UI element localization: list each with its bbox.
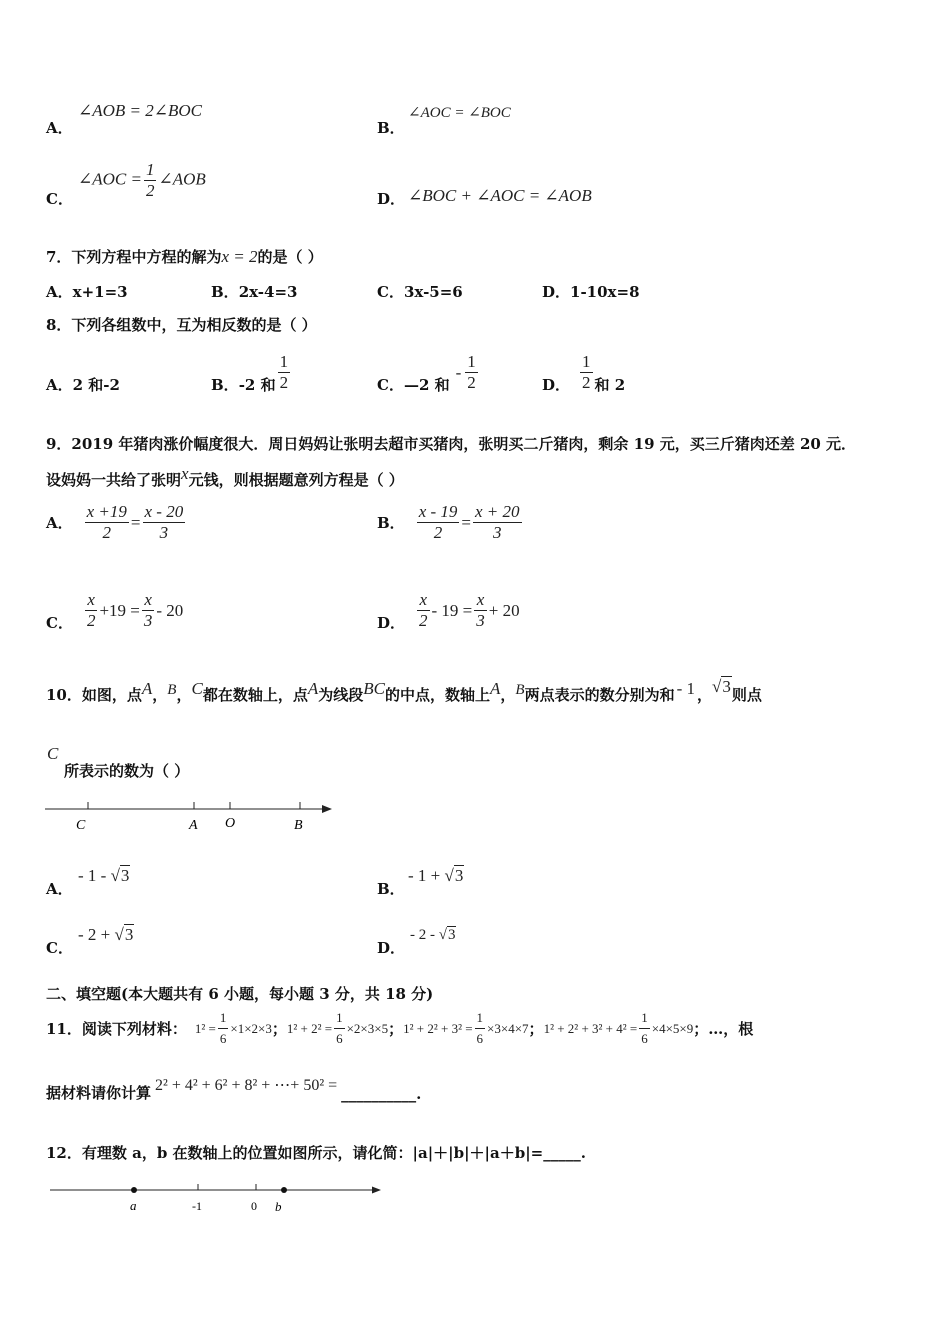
- q9-c-d1: 2: [86, 611, 96, 630]
- q9-d-frac2: [474, 590, 487, 631]
- q10-option-a-expr: [78, 866, 130, 886]
- q10-p6: 则点: [731, 686, 762, 704]
- q10-option-c-expr: [78, 925, 134, 945]
- q8-stem: 8．下列各组数中，互为相反数的是（ ）: [46, 316, 317, 334]
- q10-axis-label-b: B: [294, 818, 303, 833]
- q11-e1-lhs: 1² =: [194, 1020, 216, 1036]
- q9-d-n2: x: [474, 590, 487, 611]
- q8-option-d: [542, 350, 625, 395]
- q8-c-fraction: [465, 352, 478, 393]
- q10-axis-label-o: O: [225, 816, 236, 831]
- q11-e1-num: 1: [218, 1008, 229, 1029]
- q9-c-frac1: [85, 590, 98, 631]
- q10-option-a-label: A．: [46, 880, 73, 898]
- q10-d-pre: - 2 -: [410, 927, 435, 943]
- q6-option-a-label: A．: [46, 119, 73, 137]
- q7-option-b: [211, 281, 297, 302]
- q9-d-d1: 2: [419, 611, 428, 630]
- q7-stem: [46, 246, 323, 267]
- q8-option-c: [377, 350, 480, 395]
- q9-b-d1: 2: [433, 523, 443, 542]
- q10-p5: 两点表示的数分别为和: [524, 686, 675, 704]
- q9-stem-line1: 9．2019 年猪肉涨价幅度很大．周日妈妈让张明去超市买猪肉，张明买二斤猪肉，剩余 19 元，买三斤猪肉还差 20 元．: [46, 435, 857, 453]
- q9-stem-line2: [46, 464, 404, 490]
- q8-option-a: [46, 374, 120, 395]
- q12-axis-label-0: 0: [251, 1199, 257, 1213]
- q11-line2: [46, 1077, 422, 1103]
- q10-b-sqrt: √3: [444, 866, 464, 885]
- q9-a-n2: x - 20: [144, 502, 184, 521]
- q10-stem-line2: 所表示的数为（ ）: [64, 762, 190, 780]
- q10-comma-1: ，: [152, 686, 168, 704]
- q9-b-d2: 3: [493, 523, 502, 542]
- q10-point-a-3: A: [489, 679, 501, 698]
- q9-line2-post: 元钱，则根据题意列方程是（ ）: [188, 471, 404, 489]
- q8-d-fraction: [580, 352, 593, 393]
- q9-c-d2: 3: [143, 611, 153, 630]
- q10-point-b: B: [167, 682, 177, 698]
- q12-axis-label-a: a: [130, 1198, 137, 1213]
- q11-e2-frac: [334, 1008, 345, 1049]
- q10-point-b-2: B: [515, 682, 525, 698]
- q9-a-label: A．: [46, 514, 73, 532]
- q12-point-a: [131, 1187, 137, 1193]
- q9-line2-var: x: [181, 464, 189, 483]
- q8-c-label: C．: [377, 376, 404, 394]
- q6-option-d-label: D．: [377, 190, 406, 208]
- q7-a-text: x+1=3: [72, 283, 128, 301]
- q10-option-b-label: B．: [377, 880, 405, 898]
- q8-a-text: 2 和-2: [72, 376, 120, 394]
- q6-c-num: 1: [145, 160, 155, 179]
- q11-e1-rhs: ×1×2×3: [230, 1020, 272, 1036]
- q9-b-label: B．: [377, 514, 405, 532]
- q10-c-rad: 3: [124, 925, 134, 944]
- q9-b-n2: x + 20: [475, 502, 520, 521]
- q9-line2-pre: 设妈妈一共给了张明: [46, 471, 182, 489]
- q9-a-frac2: [143, 502, 186, 543]
- q10-b-pre: - 1 +: [408, 866, 441, 885]
- q7-c-label: C．: [377, 283, 404, 301]
- q10-point-c: C: [191, 679, 203, 698]
- q10-point-a-2: A: [307, 679, 319, 698]
- q10-a-rad: 3: [120, 866, 130, 885]
- q11-e2-den: 6: [336, 1031, 343, 1046]
- q11-e3-rhs: ×3×4×7: [487, 1020, 529, 1036]
- q8-c-pre: —2 和: [403, 376, 450, 394]
- q7-option-c: [377, 281, 463, 302]
- q9-d-n1: x: [417, 590, 430, 611]
- q10-option-b-expr: [408, 866, 464, 886]
- q6-option-a-expr: ∠AOB = 2∠BOC: [78, 101, 203, 120]
- q11-sep-3: ；: [528, 1020, 544, 1038]
- q10-d-rad: 3: [447, 927, 456, 943]
- q8-b-den: 2: [279, 373, 289, 392]
- q12-number-line: [44, 1180, 389, 1216]
- q11-answer-blank[interactable]: __________.: [341, 1085, 422, 1103]
- q10-c-sqrt: √3: [114, 925, 134, 944]
- q9-option-b: [377, 502, 524, 543]
- q11-e1-frac: [218, 1008, 229, 1049]
- q9-c-tail: - 20: [156, 600, 184, 620]
- q10-comma-2: ，: [176, 686, 192, 704]
- q8-b-pre: -2 和: [238, 376, 276, 394]
- q10-p1: 10．如图，点: [46, 686, 142, 704]
- q8-a-label: A．: [46, 376, 73, 394]
- q8-option-b: [211, 350, 292, 395]
- q11-line2-pre: 据材料请你计算: [46, 1084, 152, 1102]
- q9-a-frac1: [85, 502, 129, 543]
- q11-tail: ；…，根: [693, 1020, 754, 1038]
- q9-b-frac2: [473, 502, 522, 543]
- q11-e4-frac: [639, 1008, 650, 1049]
- q9-d-d2: 3: [476, 611, 485, 630]
- q6-option-c-expr: [78, 160, 206, 201]
- q10-p4: 的中点，数轴上: [384, 686, 490, 704]
- q8-c-den: 2: [467, 373, 476, 392]
- q7-stem-post: 的是（ ）: [257, 248, 323, 266]
- q10-point-a: A: [141, 679, 153, 698]
- q8-b-label: B．: [211, 376, 239, 394]
- q9-a-d2: 3: [159, 523, 169, 542]
- q10-axis-arrow-icon: [322, 805, 332, 813]
- q12-axis-label-b: b: [275, 1199, 282, 1214]
- q11-e4-den: 6: [641, 1031, 648, 1046]
- q10-c-pre: - 2 +: [78, 925, 111, 944]
- q10-line2-c: C: [47, 744, 59, 763]
- q7-c-text: 3x-5=6: [403, 283, 463, 301]
- q11-e3-frac: [475, 1008, 486, 1049]
- q9-a-eq: =: [130, 512, 141, 532]
- q10-a-sqrt: √3: [110, 866, 130, 885]
- q7-d-label: D．: [542, 283, 571, 301]
- q8-d-den: 2: [582, 373, 591, 392]
- q6-c-den: 2: [145, 181, 155, 200]
- q10-a-pre: - 1 -: [78, 866, 107, 885]
- q10-b-rad: 3: [454, 866, 464, 885]
- q6-c-rhs: ∠AOB: [158, 169, 206, 189]
- q7-stem-pre: 7．下列方程中方程的解为: [46, 248, 222, 266]
- q8-c-sign: -: [455, 362, 462, 382]
- q10-option-c-label: C．: [46, 939, 73, 957]
- q12-stem: 12．有理数 a，b 在数轴上的位置如图所示，请化简：|a|＋|b|＋|a＋b|=_____.: [46, 1144, 586, 1162]
- q9-a-d1: 2: [102, 523, 112, 542]
- q10-option-d-expr: [410, 927, 456, 944]
- q11-e2-lhs: 1² + 2² =: [286, 1020, 333, 1036]
- q6-option-c-label: C．: [46, 190, 73, 208]
- q10-number-line: [40, 796, 340, 836]
- q8-d-label: D．: [542, 376, 571, 394]
- q9-d-label: D．: [377, 614, 406, 632]
- q9-a-n1: x +19: [86, 502, 127, 521]
- q9-d-mid: - 19 =: [431, 600, 473, 620]
- q10-sqrt3: √3: [712, 677, 731, 696]
- q7-option-a: [46, 281, 128, 302]
- q9-b-frac1: [417, 502, 460, 543]
- q8-c-num: 1: [467, 352, 476, 371]
- q6-c-fraction: [144, 160, 157, 201]
- q11-e1-den: 6: [219, 1031, 227, 1046]
- q6-c-lhs: ∠AOC =: [78, 169, 142, 189]
- q8-b-fraction: [278, 352, 291, 393]
- q9-option-c: [46, 588, 183, 633]
- q9-option-d: [377, 588, 520, 633]
- q7-b-text: 2x-4=3: [238, 283, 298, 301]
- q10-comma-4: ，: [697, 686, 713, 704]
- q9-c-n1: x: [85, 590, 98, 611]
- q12-axis-label-neg1: -1: [192, 1199, 202, 1213]
- q9-d-frac1: [417, 590, 430, 631]
- q10-neg1: - 1: [676, 679, 695, 698]
- q11-e4-rhs: ×4×5×9: [651, 1020, 694, 1036]
- q10-p2: 都在数轴上，点: [202, 686, 308, 704]
- q11-line1: [46, 1008, 753, 1049]
- q9-d-tail: + 20: [488, 600, 520, 620]
- q10-axis-label-a: A: [189, 818, 198, 833]
- q9-c-label: C．: [46, 614, 73, 632]
- q9-c-n2: x: [142, 590, 155, 611]
- q12-axis-arrow-icon: [372, 1187, 381, 1194]
- q10-axis-label-c: C: [76, 818, 86, 833]
- q10-segment-bc: BC: [363, 679, 385, 698]
- q6-option-b-label: B．: [377, 119, 405, 137]
- q9-c-frac2: [142, 590, 155, 631]
- q7-d-text: 1-10x=8: [570, 283, 640, 301]
- q9-c-mid: +19 =: [99, 600, 140, 620]
- section-2-title: 二、填空题(本大题共有 6 小题，每小题 3 分，共 18 分): [46, 985, 434, 1003]
- q11-e3-lhs: 1² + 2² + 3² =: [403, 1020, 473, 1036]
- q11-sep-2: ；: [388, 1020, 404, 1038]
- q8-b-num: 1: [279, 352, 289, 371]
- q11-e4-lhs: 1² + 2² + 3² + 4² =: [543, 1020, 638, 1036]
- q12-point-b: [281, 1187, 287, 1193]
- q7-a-label: A．: [46, 283, 73, 301]
- q10-comma-3: ，: [500, 686, 516, 704]
- q11-pre: 11．阅读下列材料：: [46, 1020, 187, 1038]
- q6-option-d-expr: ∠BOC + ∠AOC = ∠AOB: [408, 186, 592, 205]
- q11-e3-den: 6: [476, 1031, 484, 1046]
- q6-option-b-expr: ∠AOC = ∠BOC: [408, 105, 511, 121]
- q9-option-a: [46, 502, 187, 543]
- q10-option-d-label: D．: [377, 939, 406, 957]
- q9-b-eq: =: [461, 512, 471, 532]
- q11-sep-1: ；: [271, 1020, 287, 1038]
- q11-e3-num: 1: [475, 1008, 486, 1029]
- q10-stem-line1: [46, 677, 762, 705]
- q11-line2-math: 2² + 4² + 6² + 8² + ⋯+ 50² =: [155, 1077, 338, 1094]
- q7-b-label: B．: [211, 283, 239, 301]
- q7-stem-math: x = 2: [221, 247, 258, 266]
- q8-d-num: 1: [582, 352, 591, 371]
- q11-e2-num: 1: [334, 1008, 345, 1029]
- q11-e4-num: 1: [639, 1008, 650, 1029]
- q10-p3: 为线段: [318, 686, 364, 704]
- q10-d-sqrt: √3: [438, 927, 456, 943]
- q11-e2-rhs: ×2×3×5: [346, 1020, 389, 1036]
- q7-option-d: [542, 281, 640, 302]
- q10-sqrt3-rad: 3: [722, 677, 731, 696]
- q8-d-post: 和 2: [594, 376, 626, 394]
- q9-b-n1: x - 19: [418, 502, 458, 521]
